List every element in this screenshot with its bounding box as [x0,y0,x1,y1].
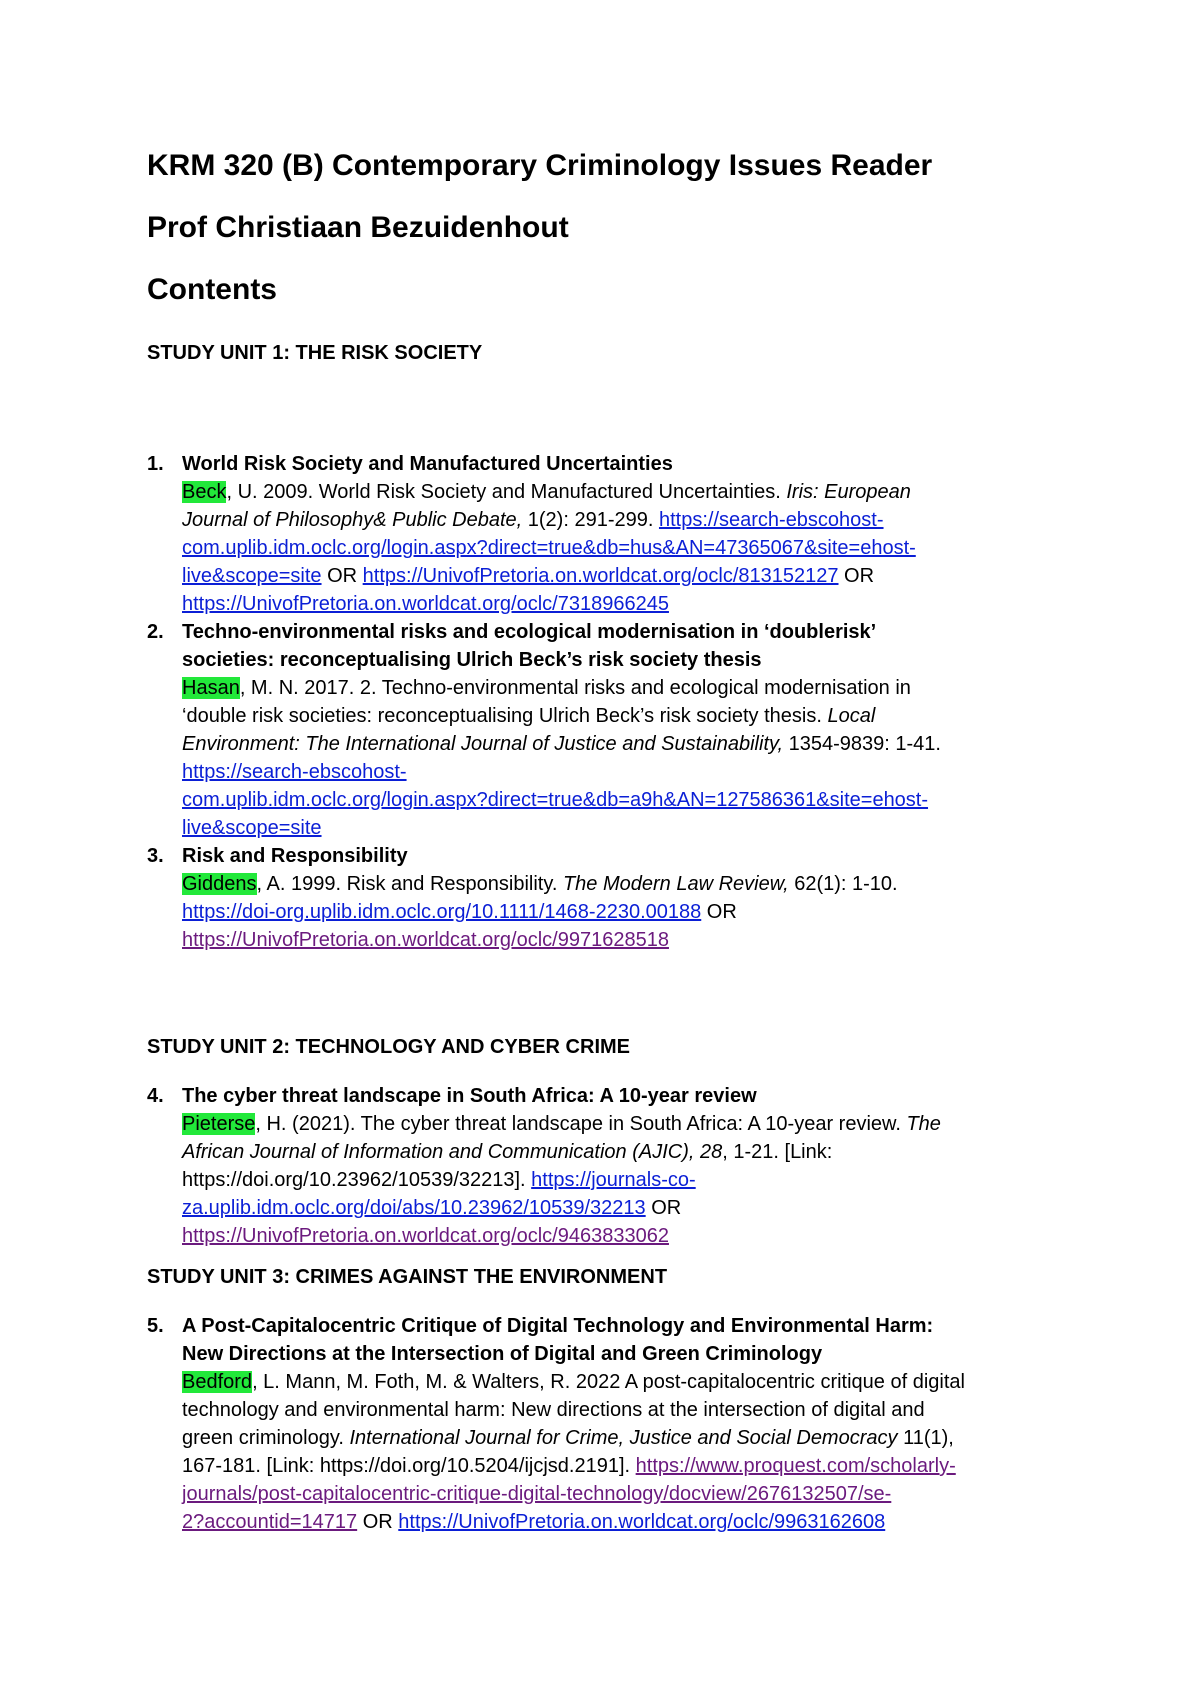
citation-line: Hasan, M. N. 2017. 2. Techno-environmental risks and ecological modernisation in [182,677,911,699]
journals-link[interactable]: https://journals-co- [531,1169,696,1191]
journals-link[interactable]: za.uplib.idm.oclc.org/doi/abs/10.23962/10539/32213 [182,1197,646,1219]
citation-line [182,814,322,842]
proquest-link[interactable]: https://www.proquest.com/scholarly- [635,1455,956,1477]
entry-number: 1. [147,453,164,475]
author-highlight: Pieterse [182,1113,256,1135]
entry-number: 4. [147,1085,164,1107]
study-unit-2-heading: STUDY UNIT 2: TECHNOLOGY AND CYBER CRIME [147,1036,630,1058]
ebscohost-link[interactable]: com.uplib.idm.oclc.org/login.aspx?direct=true&db=hus&AN=47365067&site=ehost- [182,537,916,559]
author-highlight: Beck [182,481,227,503]
citation-line [182,590,669,618]
entry-number: 3. [147,845,164,867]
entry-title: A Post-Capitalocentric Critique of Digital Technology and Environmental Harm: [182,1315,934,1337]
contents-heading: Contents [147,273,277,306]
ebscohost-link[interactable]: live&scope=site [182,817,322,839]
worldcat-link[interactable]: https://UnivofPretoria.on.worldcat.org/oclc/9971628518 [182,929,669,951]
author-highlight: Hasan [182,677,240,699]
worldcat-link[interactable]: https://UnivofPretoria.on.worldcat.org/oclc/9463833062 [182,1225,669,1247]
ebscohost-link[interactable]: com.uplib.idm.oclc.org/login.aspx?direct=true&db=a9h&AN=127586361&site=ehost- [182,789,929,811]
entry-title: Techno-environmental risks and ecological modernisation in ‘doublerisk’ [182,621,877,643]
study-unit-1-heading: STUDY UNIT 1: THE RISK SOCIETY [147,342,483,364]
citation-line: za.uplib.idm.oclc.org/doi/abs/10.23962/10539/32213 OR [182,1197,682,1219]
citation-line: technology and environmental harm: New directions at the intersection of digital and [182,1399,925,1421]
worldcat-link[interactable]: https://UnivofPretoria.on.worldcat.org/oclc/7318966245 [182,593,669,615]
entry-title: societies: reconceptualising Ulrich Beck’s risk society thesis [182,649,762,671]
entry-title: The cyber threat landscape in South Africa: A 10-year review [182,1085,757,1107]
citation-line: https://doi.org/10.23962/10539/32213]. https://journals-co- [182,1169,696,1191]
author-highlight: Giddens [182,873,257,895]
citation-line [182,534,916,562]
ebscohost-link[interactable]: https://search-ebscohost- [658,509,884,531]
ebscohost-link[interactable]: live&scope=site [182,565,322,587]
citation-line: 2?accountid=14717 OR https://UnivofPretoria.on.worldcat.org/oclc/9963162608 [182,1511,886,1533]
citation-line [182,1480,891,1508]
citation-line: ‘double risk societies: reconceptualising Ulrich Beck’s risk society thesis. Local [182,705,876,727]
citation-line: Environment: The International Journal of Justice and Sustainability, 1354-9839: 1-41. [182,733,941,755]
citation-line [182,786,928,814]
ebscohost-link[interactable]: https://search-ebscohost- [182,761,407,783]
citation-line: live&scope=site OR https://UnivofPretoria.on.worldcat.org/oclc/813152127 OR [182,565,875,587]
proquest-link[interactable]: journals/post-capitalocentric-critique-digital-technology/docview/2676132507/se- [182,1483,892,1505]
proquest-link[interactable]: 2?accountid=14717 [182,1511,358,1533]
citation-line [182,758,407,786]
citation-line: Journal of Philosophy& Public Debate, 1(2): 291-299. https://search-ebscohost- [182,509,884,531]
citation-line: 167-181. [Link: https://doi.org/10.5204/ijcjsd.2191]. https://www.proquest.com/scholarly- [182,1455,956,1477]
citation-line: African Journal of Information and Communication (AJIC), 28, 1-21. [Link: [182,1141,833,1163]
worldcat-link[interactable]: https://UnivofPretoria.on.worldcat.org/oclc/813152127 [362,565,839,587]
entry-title: New Directions at the Intersection of Digital and Green Criminology [182,1343,823,1365]
entry-number: 5. [147,1315,164,1337]
author-highlight: Bedford [182,1371,253,1393]
citation-line: Beck, U. 2009. World Risk Society and Manufactured Uncertainties. Iris: European [182,481,911,503]
citation-line: green criminology. International Journal for Crime, Justice and Social Democracy 11(1), [182,1427,954,1449]
worldcat-link[interactable]: https://UnivofPretoria.on.worldcat.org/oclc/9963162608 [398,1511,886,1533]
study-unit-3-heading: STUDY UNIT 3: CRIMES AGAINST THE ENVIRONMENT [147,1266,668,1288]
doi-link[interactable]: https://doi-org.uplib.idm.oclc.org/10.1111/1468-2230.00188 [182,901,702,923]
citation-line: Bedford, L. Mann, M. Foth, M. & Walters, R. 2022 A post-capitalocentric critique of digital [182,1371,965,1393]
citation-line: https://doi-org.uplib.idm.oclc.org/10.1111/1468-2230.00188 OR [182,901,737,923]
citation-line: Pieterse, H. (2021). The cyber threat landscape in South Africa: A 10-year review. The [182,1113,941,1135]
author-heading: Prof Christiaan Bezuidenhout [147,211,569,244]
citation-line [182,926,669,954]
citation-line: Giddens, A. 1999. Risk and Responsibility. The Modern Law Review, 62(1): 1-10. [182,873,898,895]
entry-title: Risk and Responsibility [182,845,408,867]
document-title: KRM 320 (B) Contemporary Criminology Issues Reader [147,149,933,182]
entry-number: 2. [147,621,164,643]
citation-line [182,1222,669,1250]
entry-title: World Risk Society and Manufactured Uncertainties [182,453,673,475]
